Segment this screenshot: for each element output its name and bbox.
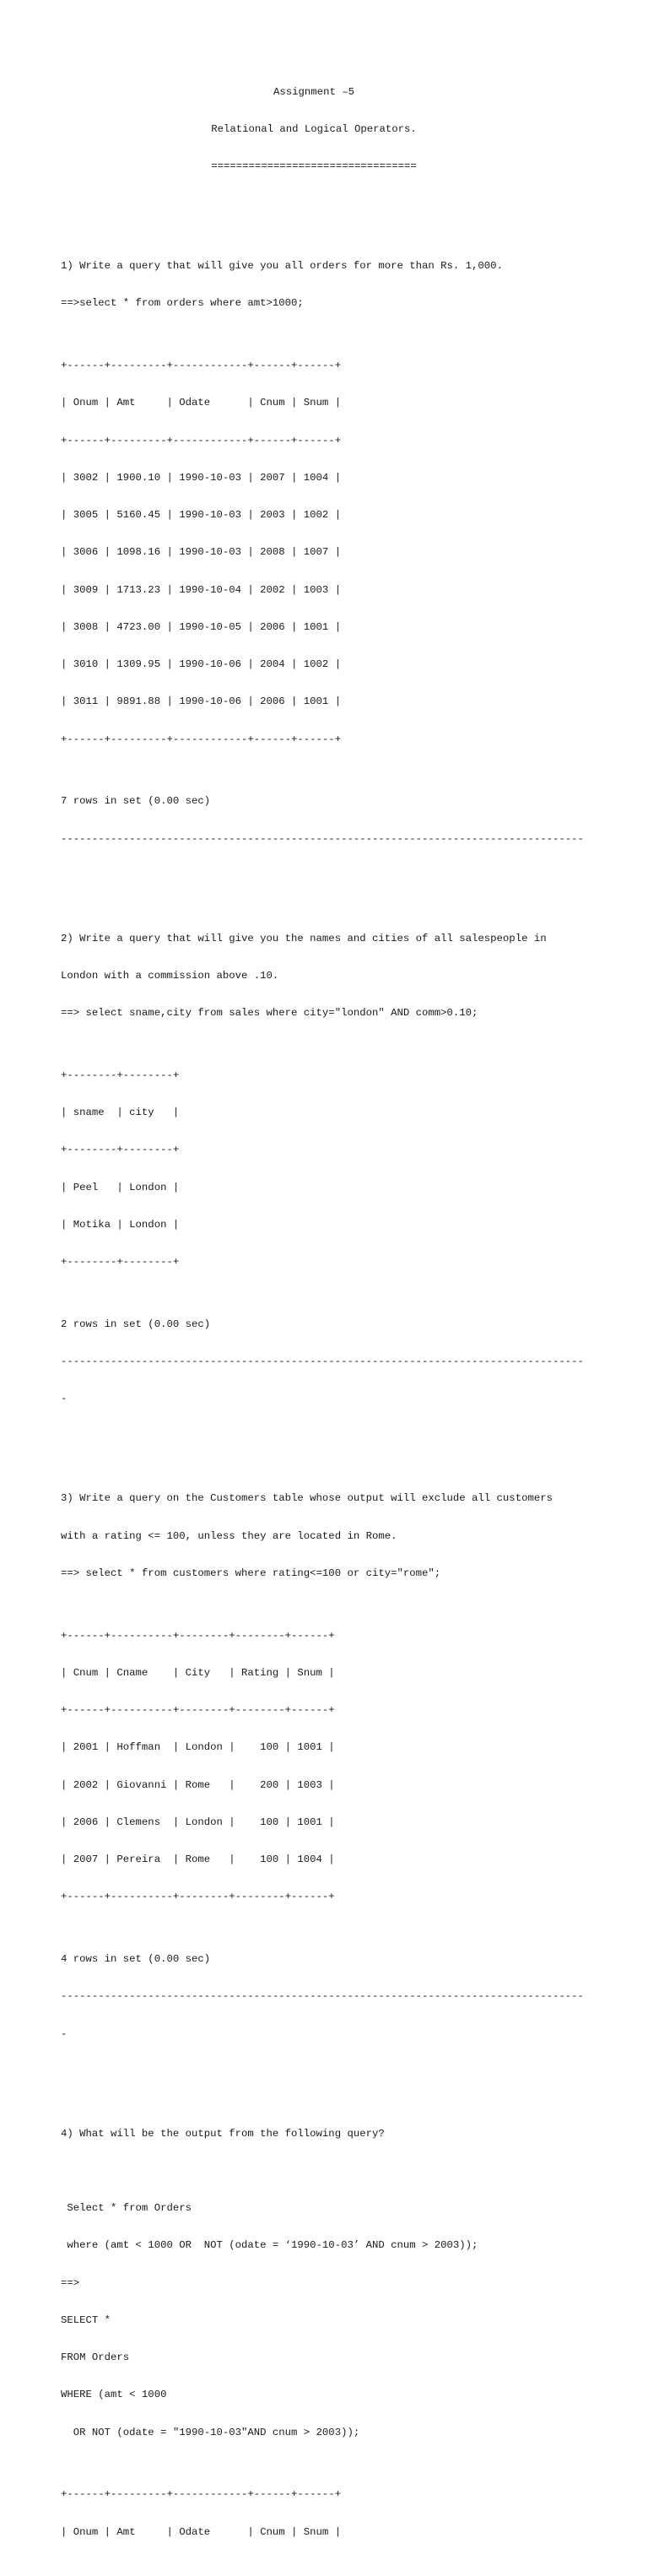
- q4-result-table: [61, 2464, 609, 2563]
- table-row: +--------+--------+: [61, 1256, 180, 1268]
- q3-result-table: [61, 1605, 609, 1929]
- table-row: | Onum | Amt | Odate | Cnum | Snum |: [61, 2525, 342, 2538]
- q2-query: ==> select sname,city from sales where city="london" AND comm>0.10;: [61, 1007, 478, 1019]
- table-row: | Cnum | Cname | City | Rating | Snum |: [61, 1666, 335, 1679]
- q3-query: ==> select * from customers where rating<=100 or city="rome";: [61, 1567, 441, 1579]
- q4-sql-line1: SELECT *: [61, 2314, 111, 2326]
- table-row: +------+----------+--------+--------+------+: [61, 1891, 335, 1903]
- q1-query: ==>select * from orders where amt>1000;: [61, 297, 304, 310]
- divider-tail: -: [61, 1393, 68, 1405]
- table-row: +------+---------+------------+------+------+: [61, 360, 342, 371]
- assignment-title: Assignment –5: [273, 85, 354, 98]
- q3-question-line2: with a rating <= 100, unless they are located in Rome.: [61, 1529, 397, 1542]
- q2-question-line1: 2) Write a query that will give you the names and cities of all salespeople in: [61, 932, 547, 944]
- q2-question-line2: London with a commission above .10.: [61, 969, 279, 982]
- q4-sql-line3: WHERE (amt < 1000: [61, 2389, 167, 2401]
- table-row: +--------+--------+: [61, 1144, 180, 1156]
- document-page: [61, 61, 609, 2576]
- table-row: | 3010 | 1309.95 | 1990-10-06 | 2004 | 1002 |: [61, 658, 342, 670]
- table-row: +--------+--------+: [61, 1069, 180, 1081]
- table-row: | 2001 | Hoffman | London | 100 | 1001 |: [61, 1741, 335, 1754]
- q1-question: 1) Write a query that will give you all orders for more than Rs. 1,000.: [61, 260, 503, 272]
- q4-sql-line4: OR NOT (odate = "1990-10-03"AND cnum > 2003));: [61, 2426, 360, 2438]
- divider-tail: -: [61, 2027, 68, 2040]
- q4-query-line1: Select * from Orders: [61, 2202, 192, 2214]
- table-row: +------+---------+------------+------+------+: [61, 733, 342, 745]
- table-row: +------+----------+--------+--------+------+: [61, 1704, 335, 1716]
- q1-result-count: 7 rows in set (0.00 sec): [61, 795, 211, 808]
- table-row: | sname | city |: [61, 1107, 180, 1118]
- q3-result-count: 4 rows in set (0.00 sec): [61, 1953, 211, 1965]
- table-row: | 2006 | Clemens | London | 100 | 1001 |: [61, 1816, 335, 1828]
- table-row: +------+---------+------------+------+------+: [61, 2488, 342, 2501]
- section-divider: ------------------------------------------------------------------------------------: [61, 1356, 584, 1367]
- table-row: +------+----------+--------+--------+------+: [61, 1629, 335, 1642]
- section-divider: ------------------------------------------------------------------------------------: [61, 832, 584, 845]
- table-row: | 3011 | 9891.88 | 1990-10-06 | 2006 | 1001 |: [61, 695, 342, 708]
- table-row: | 2002 | Giovanni | Rome | 200 | 1003 |: [61, 1778, 335, 1791]
- table-row: | 3008 | 4723.00 | 1990-10-05 | 2006 | 1001 |: [61, 620, 342, 633]
- table-row: | 3006 | 1098.16 | 1990-10-03 | 2008 | 1007 |: [61, 546, 342, 559]
- q4-question: 4) What will be the output from the following query?: [61, 2127, 385, 2140]
- q2-result-table: [61, 1044, 609, 1293]
- table-row: | 3005 | 5160.45 | 1990-10-03 | 2003 | 1002 |: [61, 509, 342, 521]
- q4-sql-line2: FROM Orders: [61, 2351, 130, 2363]
- table-row: +------+---------+------------+------+------+: [61, 434, 342, 446]
- title-underline: =================================: [211, 160, 417, 172]
- table-row: | 3002 | 1900.10 | 1990-10-03 | 2007 | 1004 |: [61, 471, 342, 484]
- table-row: | Onum | Amt | Odate | Cnum | Snum |: [61, 397, 342, 409]
- q4-arrow: ==>: [61, 2276, 80, 2289]
- q4-query-line2: where (amt < 1000 OR NOT (odate = ‘1990-10-03’ AND cnum > 2003));: [61, 2239, 478, 2252]
- q2-result-count: 2 rows in set (0.00 sec): [61, 1318, 211, 1330]
- table-row: | Peel | London |: [61, 1181, 180, 1193]
- q1-result-table: [61, 335, 609, 771]
- table-row: | Motika | London |: [61, 1218, 180, 1231]
- table-row: | 3009 | 1713.23 | 1990-10-04 | 2002 | 1003 |: [61, 583, 342, 596]
- assignment-subtitle: Relational and Logical Operators.: [211, 122, 417, 135]
- table-row: | 2007 | Pereira | Rome | 100 | 1004 |: [61, 1854, 335, 1865]
- section-divider: ------------------------------------------------------------------------------------: [61, 1990, 584, 2003]
- q3-question-line1: 3) Write a query on the Customers table whose output will exclude all customers: [61, 1492, 553, 1505]
